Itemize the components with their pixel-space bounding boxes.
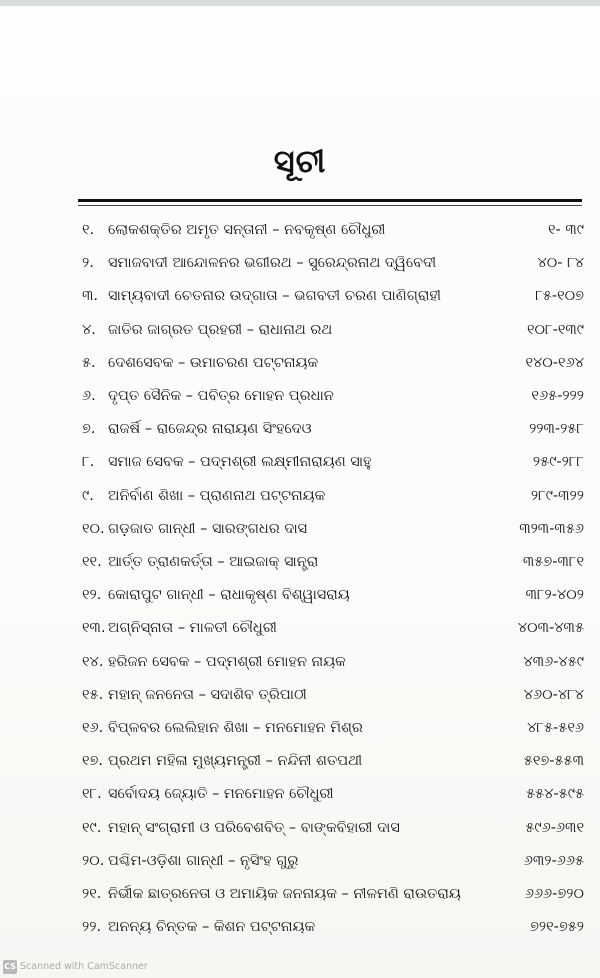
toc-entry-title: ରାଜର୍ଷି – ରାଜେନ୍ଦ୍ର ନାରାୟଣ ସିଂହଦେଓ (108, 421, 312, 438)
toc-entry-number: ୩. (82, 288, 99, 305)
toc-entry-pages: ୪୦୩-୪୩୫ (517, 620, 584, 637)
toc-entry (82, 812, 584, 844)
toc-entry (82, 214, 584, 246)
toc-entry-number: ୧. (82, 222, 95, 238)
toc-entry-number: ୧୧. (82, 554, 102, 570)
toc-entry (82, 612, 584, 644)
toc-entry-pages: ୮୫-୧୦୭ (535, 288, 584, 305)
toc-entry-title: ସମାଜବାଦୀ ଆନ୍ଦୋଳନର ଭଗୀରଥ – ସୁରେନ୍ଦ୍ରନାଥ ଦ୍ୱିବେଦୀ (108, 255, 437, 272)
toc-entry-pages: ୩୫୭-୩୮୧ (522, 554, 584, 570)
toc-entry-title: ଦୃପ୍ତ ସୈନିକ – ପବିତ୍ର ମୋହନ ପ୍ରଧାନ (108, 388, 334, 404)
toc-entry (82, 546, 584, 578)
toc-entry-pages: ୬୩୨-୬୬୫ (523, 852, 584, 869)
toc-entry-pages: ୩୨୩-୩୫୬ (519, 520, 584, 537)
toc-entry-number: ୧୪. (82, 653, 104, 670)
toc-entry-title: ଲୋକଶକ୍ତିର ଅମୃତ ସନ୍ତାନୀ – ନବକୃଷ୍ଣ ଚୌଧୁରୀ (108, 222, 386, 238)
toc-entry-pages: ୬୬୬-୭୨୦ (524, 886, 584, 902)
toc-entry-pages: ୧୬୫-୨୨୨ (531, 388, 584, 404)
toc-entry-title: ପ୍ରଥମ ମହିଳା ମୁଖ୍ୟମନ୍ତ୍ରୀ – ନନ୍ଦିନୀ ଶତପଥୀ (108, 753, 363, 770)
page-title: ସୂଚୀ (273, 142, 327, 180)
toc-entry-number: ୯. (82, 487, 94, 504)
toc-entry-pages: ୩୮୨-୪୦୨ (525, 587, 584, 604)
toc-entry-title: ନିର୍ଭୀକ ଛାତ୍ରନେତା ଓ ଅମାୟିକ ଜନନାୟକ – ନୀଳମଣି ରାଉତରାୟ (108, 886, 461, 902)
toc-entry-pages: ୪୩୬-୪୫୯ (523, 653, 584, 670)
toc-entry-title: ସାମ୍ୟବାଦୀ ଚେତନାର ଉଦ୍‌ଗାତା – ଭଗବତୀ ଚରଣ ପାଣିଗ୍ରାହୀ (108, 288, 441, 305)
toc-entry-pages: ୪୬୦-୪୮୪ (523, 686, 584, 703)
toc-entry-title: ହରିଜନ ସେବକ – ପଦ୍ମଶ୍ରୀ ମୋହନ ନାୟକ (108, 653, 346, 670)
toc-entry (82, 845, 584, 877)
toc-entry-pages: ୨୫୯-୨୮୮ (532, 454, 584, 471)
toc-entry (82, 646, 584, 678)
toc-entry (82, 513, 584, 545)
toc-entry-title: ପଶ୍ଚିମ-ଓଡ଼ିଶା ଗାନ୍ଧୀ – ନୃସିଂହ ଗୁରୁ (108, 852, 299, 869)
toc-entry (82, 778, 584, 810)
toc-entry-pages: ୪୮୫-୫୧୬ (527, 720, 584, 736)
toc-entry (82, 413, 584, 445)
toc-entry-title: ଆର୍ତ୍ତ ତ୍ରାଣକର୍ତ୍ତା – ଆଇଜାକ୍ ସାନ୍ତ୍ରା (108, 554, 319, 570)
camscanner-logo: CS (3, 960, 17, 974)
toc-entry-title: ଦେଶସେବକ – ଉମାଚରଣ ପଟ୍ଟନାୟକ (108, 354, 319, 371)
camscanner-watermark: Scanned with CamScanner (20, 961, 148, 972)
toc-entry-number: ୨୨. (82, 919, 102, 936)
toc-entry-pages: ୧- ୩୯ (548, 222, 584, 238)
toc-entry (82, 679, 584, 711)
toc-entry-number: ୬. (82, 388, 96, 404)
toc-entry-number: ୧୫. (82, 686, 104, 703)
toc-entry-number: ୧୦. (82, 520, 105, 537)
toc-entry-title: ଅନନ୍ୟ ଚିନ୍ତକ – କିଶନ ପଟ୍ଟନାୟକ (108, 919, 316, 936)
toc-entry-number: ୮. (82, 454, 95, 471)
toc-entry-number: ୧୭. (82, 753, 104, 770)
toc-entry-pages: ୧୦୮-୧୩୯ (526, 321, 584, 338)
toc-entry-title: କୋରାପୁଟ ଗାନ୍ଧୀ – ରାଧାକୃଷ୍ଣ ବିଶ୍ୱାସରାୟ (108, 587, 350, 604)
toc-entry (82, 347, 584, 379)
title-rule-thin (78, 205, 582, 206)
toc-entry (82, 911, 584, 943)
toc-entry-title: ଅନିର୍ବାଣ ଶିଖା – ପ୍ରାଣନାଥ ପଟ୍ଟନାୟକ (108, 487, 326, 504)
toc-entry-number: ୨୦. (82, 852, 105, 869)
toc-entry (82, 247, 584, 279)
toc-entry (82, 878, 584, 910)
toc-entry-number: ୨୧. (82, 886, 102, 902)
top-edge-strip (0, 0, 600, 6)
toc-entry-pages: ୫୧୭-୫୫୩ (523, 753, 584, 770)
toc-entry-pages: ୧୪୦-୧୬୪ (525, 354, 584, 371)
toc-entry-title: ମହାନ୍ ସଂଗ୍ରାମୀ ଓ ପରିବେଶବିତ୍ – ବାଙ୍କବିହାରୀ ଦାସ (108, 819, 400, 836)
toc-entry-pages: ୨୨୩-୨୫୮ (529, 421, 584, 438)
toc-entry-title: ବିପ୍ଳବର ଲେଲିହାନ ଶିଖା – ମନମୋହନ ମିଶ୍ର (108, 720, 363, 736)
toc-entry-title: ଜାତିର ଜାଗ୍ରତ ପ୍ରହରୀ – ରାଧାନାଥ ରଥ (108, 321, 333, 338)
toc-entry-number: ୭. (82, 421, 96, 438)
toc-entry-number: ୫. (82, 354, 96, 371)
toc-entry-title: ମହାନ୍ ଜନନେତା – ସଦାଶିବ ତ୍ରିପାଠୀ (108, 686, 307, 703)
toc-entry (82, 314, 584, 346)
toc-entry-number: ୨. (82, 255, 94, 272)
toc-entry (82, 579, 584, 611)
toc-entry (82, 380, 584, 412)
toc-entry-pages: ୫୫୪-୫୯୫ (526, 786, 584, 803)
toc-entry-pages: ୫୯୬-୬୩୧ (525, 819, 584, 836)
toc-entry (82, 280, 584, 312)
toc-entry-number: ୧୯. (82, 819, 102, 836)
toc-entry-title: ସର୍ବୋଦୟ ଜ୍ୟୋତି – ମନମୋହନ ଚୌଧୁରୀ (108, 786, 334, 803)
toc-entry-number: ୧୬. (82, 720, 104, 736)
toc-entry-title: ଅଗ୍ନିସ୍ନାତା – ମାଳତୀ ଚୌଧୁରୀ (108, 620, 277, 637)
title-rule-thick (78, 199, 582, 202)
toc-entry (82, 446, 584, 478)
toc-entry (82, 480, 584, 512)
toc-entry-number: ୧୮. (82, 786, 102, 803)
toc-entry-pages: ୭୨୧-୭୫୨ (529, 919, 584, 936)
toc-entry-title: ସମାଜ ସେବକ – ପଦ୍ମଶ୍ରୀ ଲକ୍ଷ୍ମୀନାରାୟଣ ସାହୁ (108, 454, 372, 471)
toc-entry-pages: ୪୦- ୮୪ (537, 255, 584, 272)
toc-entry-number: ୧୩. (82, 620, 106, 637)
toc-entry (82, 712, 584, 744)
toc-entry-title: ଗଡ଼ଜାତ ଗାନ୍ଧୀ – ସାରଙ୍ଗଧର ଦାସ (108, 520, 308, 537)
toc-entry-number: ୧୨. (82, 587, 102, 604)
toc-entry-number: ୪. (82, 321, 96, 338)
toc-entry-pages: ୨୮୯-୩୨୨ (530, 487, 584, 504)
toc-entry (82, 745, 584, 777)
